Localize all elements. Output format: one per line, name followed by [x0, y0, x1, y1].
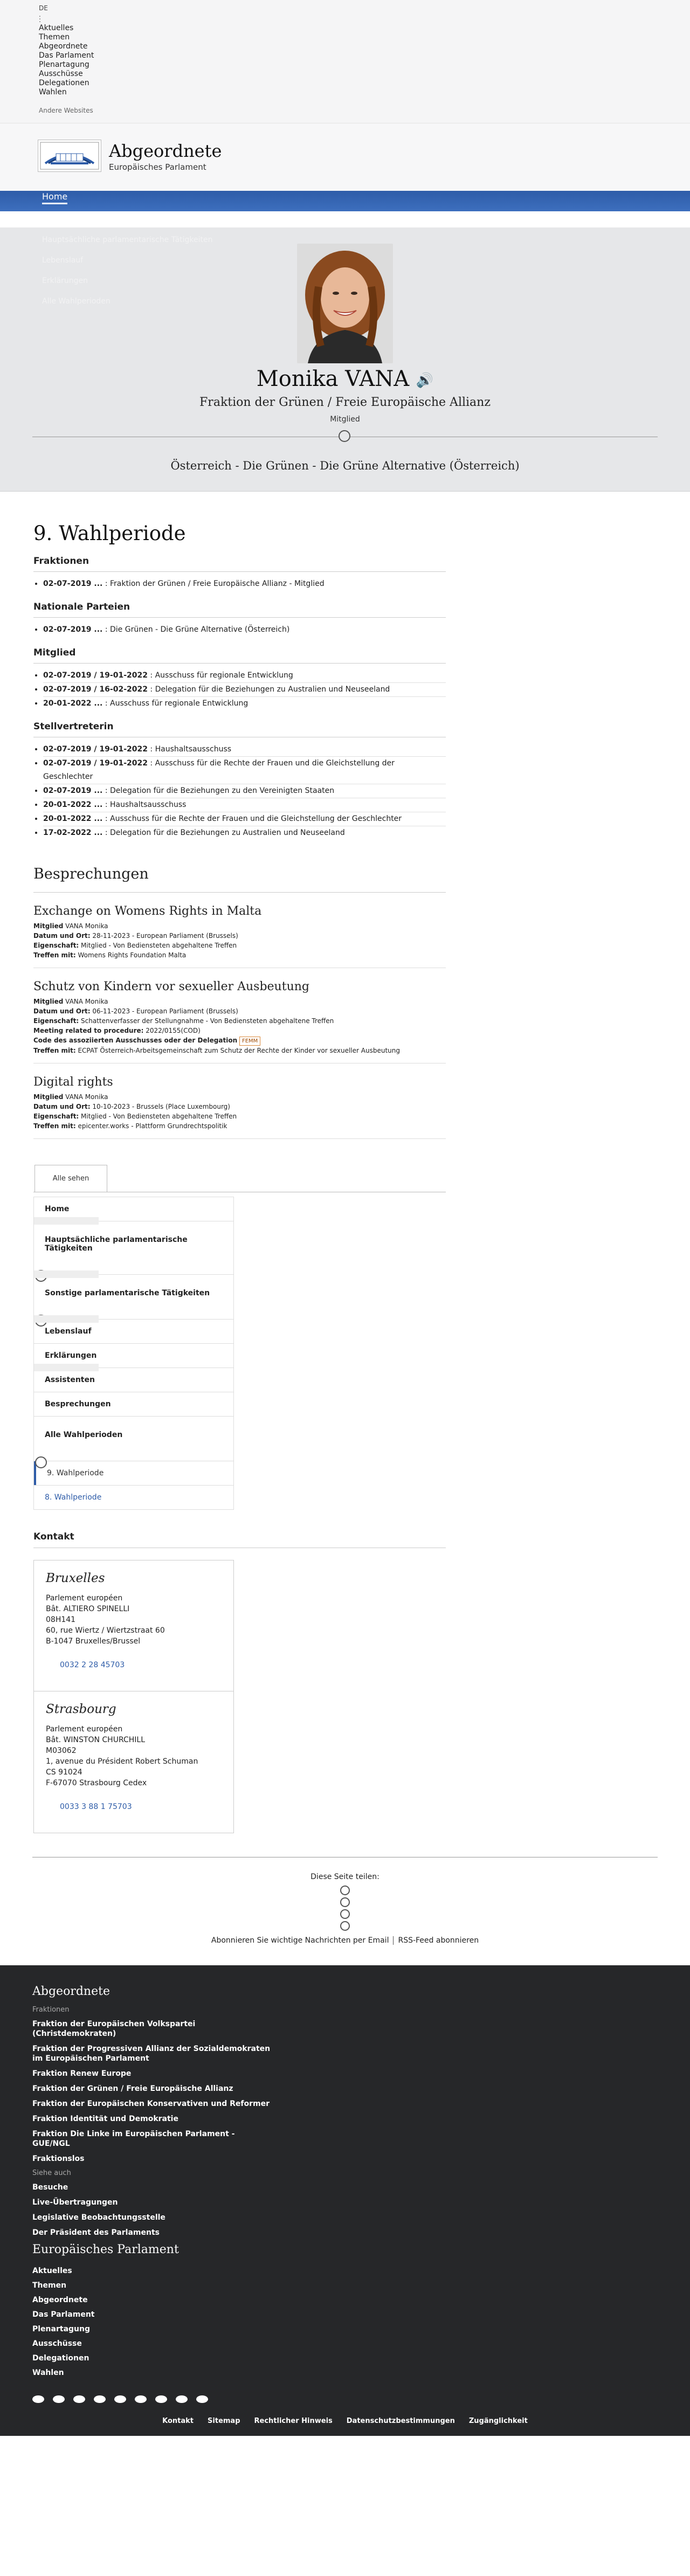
- item-date: 02-07-2019 / 16-02-2022: [43, 685, 148, 694]
- footer-caption: Siehe auch: [32, 2169, 71, 2177]
- menu-item-cv[interactable]: [34, 1320, 233, 1344]
- address-line: 60, rue Wiertz / Wiertzstraat 60: [46, 1626, 165, 1635]
- meeting-value: 28-11-2023 - European Parliament (Brussels): [90, 932, 238, 940]
- section-title: Fraktionen: [33, 556, 446, 572]
- footer-group-link[interactable]: Fraktion der Europäischen Volkspartei (Christdemokraten): [32, 2020, 196, 2038]
- menu-item-label: Assistenten: [45, 1376, 95, 1384]
- see-all-button[interactable]: Alle sehen: [34, 1165, 107, 1192]
- meeting-row: [33, 1092, 446, 1102]
- menu-ghost-bar: [34, 1315, 99, 1323]
- list-item: [43, 756, 446, 784]
- section-list: [33, 669, 446, 710]
- menu-item-label: Sonstige parlamentarische Tätigkeiten: [45, 1289, 210, 1297]
- side-menu: [33, 1197, 234, 1510]
- top-menu-item[interactable]: Abgeordnete: [39, 42, 88, 51]
- social-instagram-icon[interactable]: [135, 2395, 147, 2403]
- menu-item-term-8[interactable]: 8. Wahlperiode: [34, 1485, 233, 1509]
- subscribe-links: [32, 1936, 658, 1945]
- menu-item-main-activities[interactable]: [34, 1221, 233, 1275]
- meeting-value: 2022/0155(COD): [143, 1027, 201, 1034]
- footer-ep-link[interactable]: Aktuelles: [32, 2267, 72, 2275]
- menu-item-label: Lebenslauf: [45, 1327, 92, 1336]
- meeting-value: Schattenverfasser der Stellungnahme - Von Bediensteten abgehaltene Treffen: [79, 1017, 334, 1025]
- top-menu-item[interactable]: Delegationen: [39, 79, 89, 87]
- meeting-key: Eigenschaft:: [33, 1113, 79, 1120]
- menu-item-home[interactable]: Home: [34, 1197, 233, 1221]
- menu-item-declarations[interactable]: Erklärungen: [34, 1344, 233, 1368]
- top-menu-item[interactable]: Das Parlament: [39, 51, 94, 60]
- list-item: [43, 812, 446, 826]
- meeting-key: Datum und Ort:: [33, 932, 91, 940]
- footer-caption: Fraktionen: [32, 2006, 70, 2014]
- meeting-card: [33, 1075, 446, 1139]
- list-item: [43, 784, 446, 798]
- address-line: Bât. ALTIERO SPINELLI: [46, 1605, 130, 1613]
- language-selector[interactable]: DE: [39, 4, 48, 12]
- list-item: [43, 577, 446, 591]
- meeting-row: [33, 997, 446, 1006]
- list-item: [43, 696, 446, 710]
- top-navigation: [0, 0, 690, 123]
- menu-item-other-activities[interactable]: [34, 1275, 233, 1320]
- menu-item-assistants[interactable]: [34, 1368, 233, 1392]
- address-line: 1, avenue du Président Robert Schuman: [46, 1757, 198, 1766]
- section-list: [33, 623, 446, 637]
- menu-ghost-bar: [34, 1270, 99, 1278]
- item-date: 02-07-2019 / 19-01-2022: [43, 759, 148, 768]
- footer-group-link[interactable]: Fraktion der Europäischen Konservativen und Reformer: [32, 2100, 270, 2108]
- meeting-key: Datum und Ort:: [33, 1007, 91, 1015]
- meeting-key: Mitglied: [33, 1093, 64, 1101]
- mep-role: Mitglied: [330, 415, 360, 424]
- section-title: Stellvertreterin: [33, 721, 446, 737]
- hero-circle-icon: [339, 430, 350, 442]
- share-icons: [32, 1883, 658, 1931]
- meeting-row: [33, 1102, 446, 1111]
- committee-badge[interactable]: FEMM: [239, 1037, 260, 1046]
- ghost-menu-item: Hauptsächliche parlamentarische Tätigkeiten: [42, 236, 213, 244]
- meeting-row: [33, 1121, 446, 1131]
- meeting-row: [33, 1035, 446, 1046]
- meeting-key: Treffen mit:: [33, 1047, 76, 1054]
- item-text: : Delegation für die Beziehungen zu den Vereinigten Staaten: [102, 786, 335, 795]
- social-facebook-icon[interactable]: [32, 2395, 44, 2403]
- expand-circle-icon[interactable]: [35, 1456, 47, 1468]
- item-text: : Ausschuss für die Rechte der Frauen und die Gleichstellung der Geschlechter: [102, 814, 402, 823]
- address-city: Bruxelles: [46, 1571, 105, 1585]
- meeting-key: Treffen mit:: [33, 951, 76, 959]
- meeting-key: Eigenschaft:: [33, 1017, 79, 1025]
- address-line: M03062: [46, 1746, 77, 1755]
- social-pinterest-icon[interactable]: [155, 2395, 167, 2403]
- footer-bottom-link[interactable]: Datenschutzbestimmungen: [346, 2417, 455, 2425]
- social-reddit-icon[interactable]: [196, 2395, 208, 2403]
- footer-bottom-link[interactable]: Rechtlicher Hinweis: [254, 2417, 333, 2425]
- social-youtube-icon[interactable]: [114, 2395, 126, 2403]
- meeting-key: Meeting related to procedure:: [33, 1027, 144, 1034]
- mep-name-text: Monika VANA: [256, 367, 410, 391]
- ghost-menu-item: Erklärungen: [42, 277, 88, 285]
- item-text: : Fraktion der Grünen / Freie Europäische Allianz - Mitglied: [102, 579, 325, 588]
- item-date: 20-01-2022 ...: [43, 699, 103, 708]
- meeting-row: [33, 941, 446, 950]
- section-list: [33, 577, 446, 591]
- share-facebook-icon[interactable]: [340, 1886, 350, 1895]
- address-card: [33, 1560, 234, 1691]
- term-title: 9. Wahlperiode: [33, 522, 186, 545]
- meeting-key: Mitglied: [33, 922, 64, 930]
- contact-title: Kontakt: [33, 1531, 446, 1548]
- footer-group-link[interactable]: Fraktion Identität und Demokratie: [32, 2115, 178, 2123]
- meeting-row: [33, 1006, 446, 1016]
- top-menu-item[interactable]: Wahlen: [39, 88, 67, 96]
- footer-group-link[interactable]: Fraktionslos: [32, 2154, 85, 2163]
- footer-social-icons: [32, 2395, 658, 2403]
- top-menu-item[interactable]: Plenartagung: [39, 60, 89, 69]
- item-text: : Delegation für die Beziehungen zu Australien und Neuseeland: [147, 685, 390, 694]
- meeting-value: 06-11-2023 - European Parliament (Brussels): [90, 1007, 238, 1015]
- ghost-menu-item: Alle Wahlperioden: [42, 297, 111, 306]
- item-date: 02-07-2019 ...: [43, 625, 103, 634]
- meeting-value: 10-10-2023 - Brussels (Place Luxembourg): [90, 1103, 230, 1110]
- meeting-row: [33, 1026, 446, 1035]
- site-subtitle: Europäisches Parlament: [109, 162, 206, 172]
- footer-group-link[interactable]: Fraktion Die Linke im Europäischen Parlament - GUE/NGL: [32, 2130, 235, 2148]
- share-email-icon[interactable]: [340, 1921, 350, 1931]
- meeting-value: Mitglied - Von Bediensteten abgehaltene Treffen: [79, 942, 237, 949]
- mep-hero: [0, 227, 690, 492]
- list-item: [43, 743, 446, 756]
- speaker-icon[interactable]: 🔊: [416, 372, 434, 389]
- list-item: [43, 623, 446, 637]
- footer-ep-link[interactable]: Wahlen: [32, 2368, 64, 2377]
- menu-item-term-9[interactable]: 9. Wahlperiode: [34, 1461, 233, 1485]
- meeting-value: VANA Monika: [63, 998, 108, 1005]
- meeting-key: Mitglied: [33, 998, 64, 1005]
- item-text: : Die Grünen - Die Grüne Alternative (Österreich): [102, 625, 290, 634]
- footer-ep-link[interactable]: Das Parlament: [32, 2310, 95, 2319]
- address-line: 08H141: [46, 1615, 76, 1624]
- meeting-key: Datum und Ort:: [33, 1103, 91, 1110]
- meeting-key: Code des assoziierten Ausschusses oder der Delegation: [33, 1037, 238, 1044]
- footer-bottom-links: [32, 2417, 658, 2425]
- menu-item-all-terms[interactable]: [34, 1417, 233, 1461]
- share-linkedin-icon[interactable]: [340, 1909, 350, 1919]
- item-date: 20-01-2022 ...: [43, 800, 103, 809]
- main-content: [0, 522, 480, 1833]
- meeting-value: VANA Monika: [63, 922, 108, 930]
- footer-see-also-link[interactable]: Legislative Beobachtungsstelle: [32, 2213, 165, 2222]
- share-twitter-icon[interactable]: [340, 1897, 350, 1907]
- footer-ep-link[interactable]: Abgeordnete: [32, 2296, 88, 2304]
- brand-header: [0, 123, 690, 191]
- mep-political-group: Fraktion der Grünen / Freie Europäische Allianz: [199, 396, 491, 409]
- footer-see-also-link[interactable]: Besuche: [32, 2183, 68, 2192]
- item-date: 02-07-2019 / 19-01-2022: [43, 745, 148, 754]
- social-flickr-icon[interactable]: [73, 2395, 85, 2403]
- footer: [0, 1965, 690, 2436]
- address-line: Parlement européen: [46, 1725, 123, 1734]
- phone-link[interactable]: 0033 3 88 1 75703: [60, 1802, 132, 1811]
- meeting-title[interactable]: Digital rights: [33, 1075, 113, 1089]
- home-link[interactable]: Home: [42, 191, 67, 204]
- footer-ep-link[interactable]: Delegationen: [32, 2354, 89, 2363]
- section-title: Mitglied: [33, 647, 446, 664]
- language-dots: . :: [39, 11, 42, 24]
- list-item: [43, 669, 446, 682]
- breadcrumb-bar: [0, 191, 690, 211]
- meeting-key: Eigenschaft:: [33, 942, 79, 949]
- meeting-value: Womens Rights Foundation Malta: [75, 951, 187, 959]
- meeting-row: [33, 1111, 446, 1121]
- ghost-menu-item: Lebenslauf: [42, 256, 84, 265]
- phone-link[interactable]: 0032 2 28 45703: [60, 1661, 125, 1669]
- meeting-title[interactable]: Schutz von Kindern vor sexueller Ausbeutung: [33, 980, 309, 993]
- list-item: [43, 826, 446, 840]
- footer-group-link[interactable]: Fraktion der Grünen / Freie Europäische Allianz: [32, 2084, 233, 2093]
- meeting-value: Mitglied - Von Bediensteten abgehaltene Treffen: [79, 1113, 237, 1120]
- top-menu-item[interactable]: Themen: [39, 33, 70, 42]
- mep-country-party: Österreich - Die Grünen - Die Grüne Alternative (Österreich): [170, 459, 520, 472]
- section-title: Nationale Parteien: [33, 602, 446, 618]
- meeting-value: VANA Monika: [63, 1093, 108, 1101]
- social-twitter-icon[interactable]: [53, 2395, 65, 2403]
- item-text: : Ausschuss für regionale Entwicklung: [102, 699, 249, 708]
- item-text: : Ausschuss für die Rechte der Frauen und die Gleichstellung der Geschlechter: [43, 759, 395, 781]
- footer-ep-link[interactable]: Plenartagung: [32, 2325, 90, 2333]
- menu-item-label: Hauptsächliche parlamentarische Tätigkeiten: [45, 1235, 188, 1253]
- footer-title[interactable]: Abgeordnete: [32, 1985, 110, 1998]
- top-menu-item[interactable]: Aktuelles: [39, 24, 74, 32]
- item-text: : Haushaltsausschuss: [102, 800, 187, 809]
- address-line: Bât. WINSTON CHURCHILL: [46, 1736, 146, 1744]
- meeting-title[interactable]: Exchange on Womens Rights in Malta: [33, 904, 262, 918]
- item-date: 02-07-2019 / 19-01-2022: [43, 671, 148, 680]
- ep-logo-icon[interactable]: [38, 140, 101, 172]
- address-city: Strasbourg: [46, 1702, 116, 1716]
- section-list: [33, 743, 446, 840]
- footer-group-link[interactable]: Fraktion Renew Europe: [32, 2069, 132, 2078]
- item-date: 17-02-2022 ...: [43, 828, 103, 837]
- item-date: 02-07-2019 ...: [43, 786, 103, 795]
- footer-see-also-link[interactable]: Live-Übertragungen: [32, 2198, 118, 2207]
- meeting-value: ECPAT Österreich-Arbeitsgemeinschaft zum Schutz der Rechte der Kinder vor sexueller Ausbeutung: [75, 1047, 400, 1054]
- meeting-row: [33, 1016, 446, 1026]
- item-text: : Delegation für die Beziehungen zu Australien und Neuseeland: [102, 828, 345, 837]
- email-subscribe-link[interactable]: Abonnieren Sie wichtige Nachrichten per Email: [211, 1936, 389, 1945]
- top-menu-item[interactable]: Ausschüsse: [39, 70, 83, 78]
- footer-bottom-link[interactable]: Sitemap: [208, 2417, 240, 2425]
- rss-link[interactable]: RSS-Feed abonnieren: [393, 1936, 483, 1945]
- footer-bottom-link[interactable]: Kontakt: [162, 2417, 194, 2425]
- mep-name: [0, 367, 690, 391]
- footer-group-link[interactable]: Fraktion der Progressiven Allianz der Sozialdemokraten im Europäischen Parlament: [32, 2045, 271, 2063]
- item-date: 20-01-2022 ...: [43, 814, 103, 823]
- meeting-row: [33, 1046, 446, 1055]
- mep-photo: [297, 244, 393, 363]
- menu-item-meetings[interactable]: Besprechungen: [34, 1392, 233, 1417]
- social-linkedin-icon[interactable]: [94, 2395, 106, 2403]
- meetings-title: Besprechungen: [33, 866, 446, 893]
- hero-ghost-menu: [42, 234, 220, 316]
- address-line: CS 91024: [46, 1768, 82, 1777]
- other-websites-link[interactable]: Andere Websites: [39, 107, 93, 114]
- meeting-card: [33, 980, 446, 1063]
- list-item: [43, 798, 446, 812]
- share-section: [32, 1857, 658, 1945]
- top-menu: [39, 24, 651, 97]
- meeting-row: [33, 931, 446, 941]
- footer-see-also-link[interactable]: Der Präsident des Parlaments: [32, 2228, 160, 2237]
- item-text: : Haushaltsausschuss: [147, 745, 232, 754]
- meeting-card: [33, 904, 446, 968]
- item-text: : Ausschuss für regionale Entwicklung: [147, 671, 293, 680]
- social-snapchat-icon[interactable]: [176, 2395, 188, 2403]
- share-label: Diese Seite teilen:: [310, 1873, 380, 1881]
- menu-ghost-bar: [34, 1217, 99, 1225]
- address-line: Parlement européen: [46, 1594, 123, 1603]
- footer-ep-link[interactable]: Ausschüsse: [32, 2339, 82, 2348]
- address-line: B-1047 Bruxelles/Brussel: [46, 1637, 141, 1646]
- site-title[interactable]: Abgeordnete: [109, 141, 222, 161]
- footer-ep-title[interactable]: Europäisches Parlament: [32, 2243, 179, 2256]
- item-date: 02-07-2019 ...: [43, 579, 103, 588]
- menu-ghost-bar: [34, 1364, 99, 1371]
- address-line: F-67070 Strasbourg Cedex: [46, 1779, 147, 1787]
- meeting-row: [33, 950, 446, 960]
- list-item: [43, 682, 446, 696]
- meeting-row: [33, 921, 446, 931]
- meeting-value: epicenter.works - Plattform Grundrechtspolitik: [75, 1122, 227, 1130]
- address-card: [33, 1691, 234, 1833]
- footer-bottom-link[interactable]: Zugänglichkeit: [468, 2417, 528, 2425]
- menu-item-label: Alle Wahlperioden: [45, 1431, 123, 1439]
- footer-ep-link[interactable]: Themen: [32, 2281, 67, 2290]
- meeting-key: Treffen mit:: [33, 1122, 76, 1130]
